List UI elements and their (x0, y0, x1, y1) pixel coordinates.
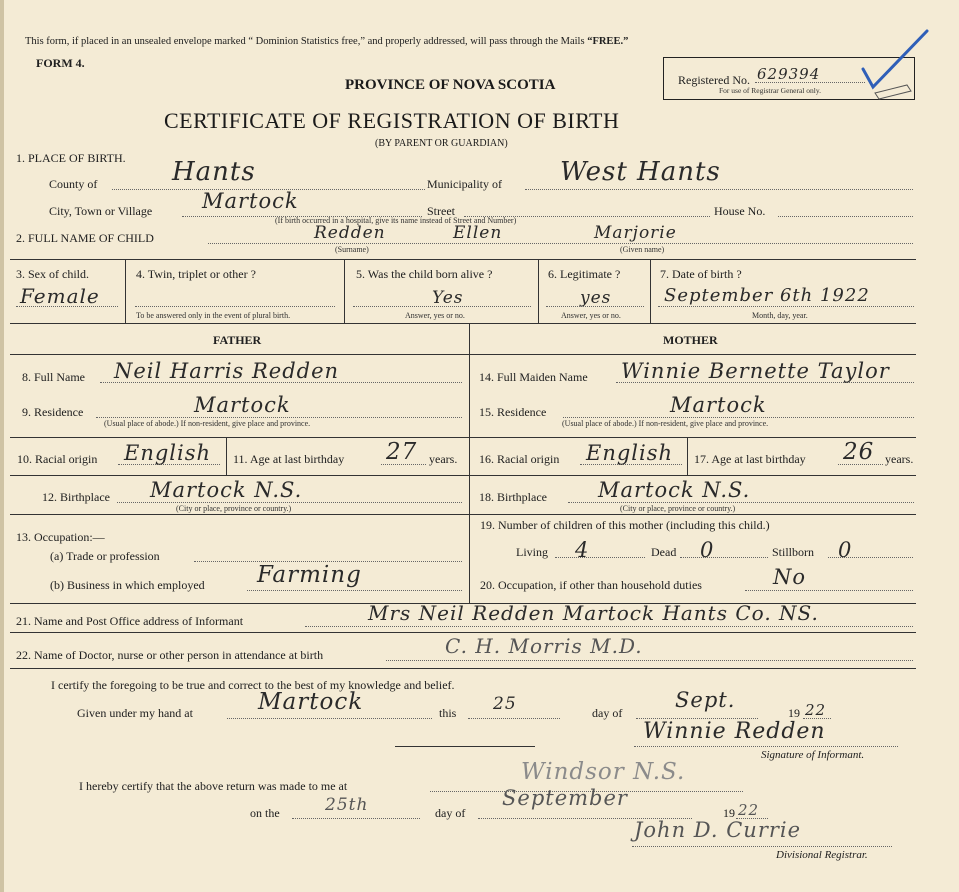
father-birthplace-note: (City or place, province or country.) (176, 504, 292, 513)
rule (10, 668, 916, 669)
city-label: City, Town or Village (49, 204, 153, 218)
mother-age-label: 17. Age at last birthday (694, 452, 806, 466)
rule (10, 354, 916, 355)
registrar-signature-line (632, 846, 892, 847)
rule (10, 514, 916, 515)
surname-caption: (Surname) (335, 245, 369, 254)
child-given-first: Ellen (453, 223, 503, 243)
registrar-month-value: September (502, 786, 628, 810)
dob-note: Month, day, year. (752, 311, 808, 320)
registration-label: Registered No. (678, 73, 750, 87)
informant-line (305, 626, 913, 627)
legitimate-label: 6. Legitimate ? (548, 267, 621, 281)
mother-residence-line (563, 417, 914, 418)
mother-occupation-line (745, 590, 913, 591)
mail-notice-free: “FREE.” (587, 36, 629, 47)
twin-line (135, 306, 335, 307)
mother-age-value: 26 (843, 439, 875, 465)
alive-label: 5. Was the child born alive ? (356, 267, 493, 281)
registration-number: 629394 (757, 65, 821, 83)
mother-name-value: Winnie Bernette Taylor (621, 359, 890, 383)
rule (538, 259, 539, 323)
children-count-label: 19. Number of children of this mother (including this child.) (480, 518, 770, 532)
twin-label: 4. Twin, triplet or other ? (136, 267, 256, 281)
informant-signature: Winnie Redden (643, 719, 826, 744)
living-line (555, 557, 645, 558)
house-line (778, 216, 913, 217)
mother-residence-label: 15. Residence (479, 405, 547, 419)
sex-value: Female (20, 284, 100, 308)
municipality-line (525, 189, 913, 190)
father-birthplace-value: Martock N.S. (150, 478, 303, 502)
given-place-value: Martock (258, 689, 364, 715)
rule (10, 437, 916, 438)
mother-residence-note: (Usual place of abode.) If non-resident, give place and province. (562, 419, 769, 428)
stillborn-label: Stillborn (772, 545, 815, 559)
trade-label: (a) Trade or profession (50, 549, 160, 563)
father-residence-value: Martock (194, 393, 291, 417)
check-mark-icon (845, 27, 935, 107)
alive-note: Answer, yes or no. (405, 311, 465, 320)
father-racial-label: 10. Racial origin (17, 452, 98, 466)
province-heading: PROVINCE OF NOVA SCOTIA (345, 77, 556, 93)
street-label: Street (427, 204, 455, 218)
rule (650, 259, 651, 323)
rule (687, 437, 688, 475)
father-heading: FATHER (213, 333, 262, 347)
father-years-label: years. (429, 452, 458, 466)
hospital-note: (If birth occurred in a hospital, give its name instead of Street and Number) (275, 216, 517, 225)
municipality-label: Municipality of (427, 177, 502, 191)
child-surname: Redden (314, 223, 386, 243)
father-name-value: Neil Harris Redden (114, 359, 340, 383)
this-label: this (439, 706, 457, 720)
legitimate-line (546, 306, 644, 307)
legitimate-note: Answer, yes or no. (561, 311, 621, 320)
paper-edge (0, 0, 4, 892)
informant-signature-line (634, 746, 898, 747)
registrar-statement: I hereby certify that the above return was made to me at (79, 779, 348, 793)
doctor-label: 22. Name of Doctor, nurse or other person in attendance at birth (16, 648, 324, 662)
certificate-title: CERTIFICATE OF REGISTRATION OF BIRTH (164, 108, 620, 133)
mother-years-label: years. (885, 452, 914, 466)
alive-value: Yes (432, 288, 464, 308)
given-place-line (227, 718, 432, 719)
father-residence-line (96, 417, 462, 418)
registrar-signature: John D. Currie (634, 818, 802, 842)
certificate-subtitle: (BY PARENT OR GUARDIAN) (375, 138, 508, 149)
rule (226, 437, 227, 475)
stillborn-value: 0 (838, 538, 853, 562)
mother-birthplace-note: (City or place, province or country.) (620, 504, 736, 513)
on-the-label: on the (250, 806, 280, 820)
mother-name-label: 14. Full Maiden Name (479, 370, 588, 384)
sex-label: 3. Sex of child. (16, 267, 89, 281)
mother-occupation-value: No (773, 565, 807, 589)
father-age-label: 11. Age at last birthday (233, 452, 345, 466)
child-name-label: 2. FULL NAME OF CHILD (16, 231, 154, 245)
cert-day-of-label: day of (592, 706, 623, 720)
rule (10, 259, 916, 260)
dob-label: 7. Date of birth ? (660, 267, 742, 281)
legitimate-value: yes (580, 288, 612, 308)
given-label: Given under my hand at (77, 706, 193, 720)
father-birthplace-line (117, 502, 462, 503)
house-number-label: House No. (714, 204, 766, 218)
rule (10, 632, 916, 633)
rule (10, 475, 916, 476)
occupation-label: 13. Occupation:— (16, 530, 105, 544)
registrar-day-value: 25th (325, 795, 369, 815)
given-name-caption: (Given name) (620, 245, 665, 254)
rule (125, 259, 126, 323)
cert-month-value: Sept. (675, 688, 736, 712)
mail-notice-text: This form, if placed in an unsealed envelope marked “ Dominion Statistics free,” and properly addressed, will pass through the Mails (25, 36, 585, 47)
rule (469, 323, 470, 603)
mother-occupation-label: 20. Occupation, if other than household duties (480, 578, 702, 592)
registrar-caption: Divisional Registrar. (776, 849, 868, 861)
registration-note: For use of Registrar General only. (719, 86, 821, 95)
registrar-year-value: 22 (738, 801, 760, 819)
father-residence-note: (Usual place of abode.) If non-resident, give place and province. (104, 419, 311, 428)
living-value: 4 (575, 538, 590, 562)
sex-line (16, 306, 118, 307)
place-of-birth-label: 1. PLACE OF BIRTH. (16, 151, 126, 165)
informant-label: 21. Name and Post Office address of Informant (16, 614, 244, 628)
rule (10, 323, 916, 324)
form-number: FORM 4. (36, 56, 85, 70)
certify-statement: I certify the foregoing to be true and correct to the best of my knowledge and belief. (51, 678, 455, 692)
twin-note: To be answered only in the event of plural birth. (136, 311, 291, 320)
cert-day-line (468, 718, 560, 719)
father-birthplace-label: 12. Birthplace (42, 490, 110, 504)
father-racial-value: English (124, 441, 212, 465)
mother-heading: MOTHER (663, 333, 718, 347)
child-given-second: Marjorie (594, 223, 677, 243)
dob-line (658, 306, 914, 307)
county-value: Hants (172, 157, 256, 187)
business-line (247, 590, 462, 591)
business-value: Farming (257, 562, 362, 588)
cert-year-prefix: 19 (788, 706, 800, 720)
dead-label: Dead (651, 545, 677, 559)
rule (395, 746, 535, 747)
registrar-year-prefix: 19 (723, 806, 735, 820)
doctor-line (386, 660, 913, 661)
alive-line (353, 306, 531, 307)
mother-racial-label: 16. Racial origin (479, 452, 560, 466)
doctor-value: C. H. Morris M.D. (445, 634, 643, 658)
registrar-day-line (292, 818, 420, 819)
mother-birthplace-line (568, 502, 914, 503)
father-name-label: 8. Full Name (22, 370, 85, 384)
business-label: (b) Business in which employed (50, 578, 205, 592)
registrar-place-value: Windsor N.S. (521, 759, 686, 785)
mail-notice (25, 35, 628, 49)
father-age-value: 27 (386, 439, 418, 465)
mother-racial-value: English (586, 441, 674, 465)
rule (344, 259, 345, 323)
registrar-day-of-label: day of (435, 806, 466, 820)
informant-signature-caption: Signature of Informant. (761, 749, 865, 761)
cert-year-value: 22 (805, 701, 827, 719)
dead-line (680, 557, 768, 558)
informant-value: Mrs Neil Redden Martock Hants Co. NS. (368, 601, 819, 625)
mother-birthplace-label: 18. Birthplace (479, 490, 547, 504)
dead-value: 0 (700, 538, 715, 562)
living-label: Living (516, 545, 548, 559)
cert-day-value: 25 (493, 694, 517, 714)
dob-value: September 6th 1922 (664, 285, 870, 306)
county-label: County of (49, 177, 98, 191)
mother-residence-value: Martock (670, 393, 767, 417)
father-residence-label: 9. Residence (22, 405, 84, 419)
municipality-value: West Hants (560, 157, 721, 187)
city-value: Martock (202, 189, 299, 213)
mother-birthplace-value: Martock N.S. (598, 478, 751, 502)
